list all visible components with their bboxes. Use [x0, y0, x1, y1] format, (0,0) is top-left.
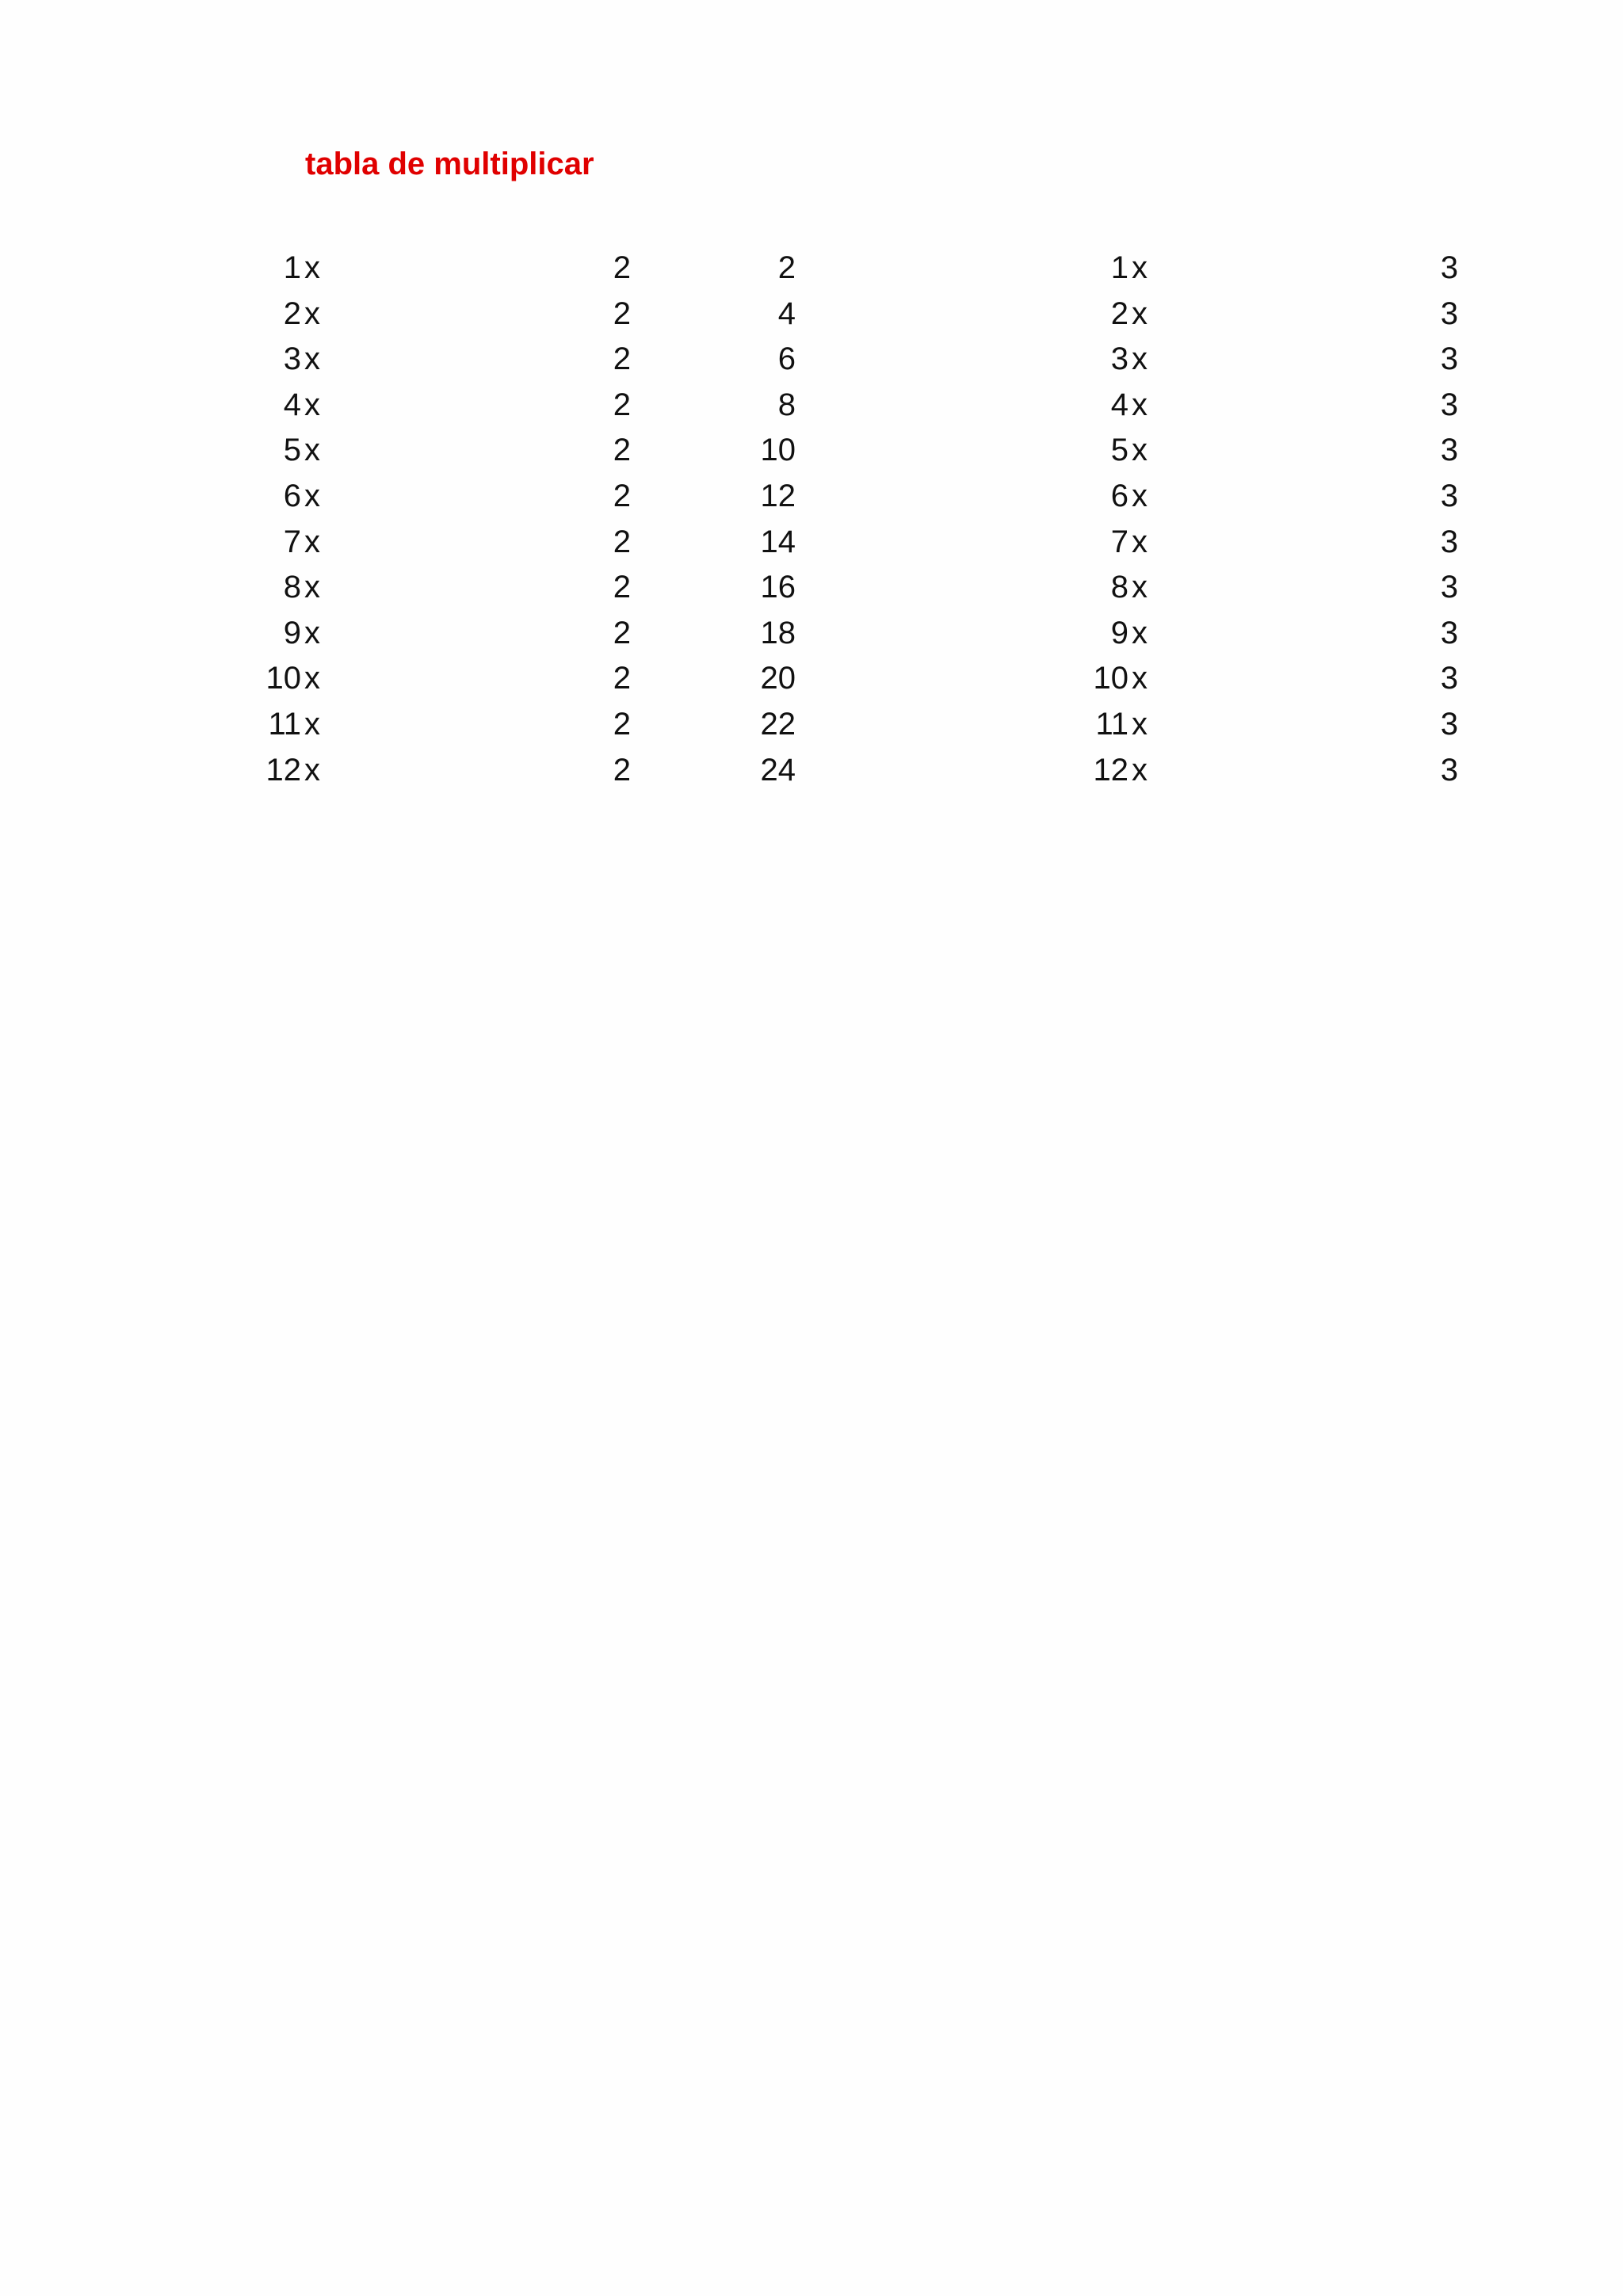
multiplier-left: 4: [283, 387, 301, 422]
multiplier-right: 8: [1110, 570, 1128, 605]
table-row: [0, 383, 1623, 429]
factor-left: 2: [613, 387, 631, 422]
factor-left: 2: [613, 296, 631, 331]
multiplier-right: 7: [1110, 524, 1128, 559]
times-sign-right: x: [1132, 341, 1148, 377]
factor-left: 2: [613, 706, 631, 742]
multiplier-right: 9: [1110, 615, 1128, 650]
multiplier-right: 6: [1110, 478, 1128, 513]
multiplication-table: [0, 246, 1623, 793]
table-row: [0, 565, 1623, 611]
times-sign-right: x: [1132, 433, 1148, 468]
times-sign-left: x: [304, 433, 320, 468]
times-sign-right: x: [1132, 706, 1148, 742]
multiplier-left: 10: [265, 661, 301, 696]
multiplier-left: 12: [265, 752, 301, 788]
times-sign-left: x: [304, 661, 320, 696]
product-left: 12: [760, 478, 796, 513]
product-left: 4: [777, 296, 796, 331]
table-row: [0, 292, 1623, 338]
product-left: 2: [777, 250, 796, 285]
times-sign-left: x: [304, 615, 320, 650]
times-sign-left: x: [304, 570, 320, 605]
times-sign-left: x: [304, 752, 320, 788]
multiplier-left: 6: [283, 478, 301, 513]
times-sign-left: x: [304, 478, 320, 513]
times-sign-right: x: [1132, 752, 1148, 788]
multiplier-left: 1: [283, 250, 301, 285]
table-row: [0, 246, 1623, 292]
times-sign-right: x: [1132, 250, 1148, 285]
times-sign-right: x: [1132, 296, 1148, 331]
multiplier-right: 1: [1110, 250, 1128, 285]
table-row: [0, 428, 1623, 474]
multiplier-left: 3: [283, 341, 301, 377]
product-left: 10: [760, 433, 796, 468]
factor-right: 3: [1440, 524, 1458, 559]
table-row: [0, 520, 1623, 566]
multiplier-right: 2: [1110, 296, 1128, 331]
product-left: 18: [760, 615, 796, 650]
factor-right: 3: [1440, 615, 1458, 650]
times-sign-left: x: [304, 387, 320, 422]
table-row: [0, 748, 1623, 794]
table-row: [0, 656, 1623, 702]
table-row: [0, 474, 1623, 520]
times-sign-right: x: [1132, 524, 1148, 559]
factor-left: 2: [613, 661, 631, 696]
factor-right: 3: [1440, 296, 1458, 331]
times-sign-right: x: [1132, 387, 1148, 422]
product-left: 20: [760, 661, 796, 696]
factor-left: 2: [613, 478, 631, 513]
multiplier-left: 7: [283, 524, 301, 559]
factor-right: 3: [1440, 341, 1458, 377]
factor-right: 3: [1440, 387, 1458, 422]
times-sign-right: x: [1132, 478, 1148, 513]
factor-left: 2: [613, 752, 631, 788]
table-row: [0, 702, 1623, 748]
times-sign-right: x: [1132, 661, 1148, 696]
product-left: 16: [760, 570, 796, 605]
multiplier-left: 8: [283, 570, 301, 605]
factor-left: 2: [613, 433, 631, 468]
multiplier-right: 10: [1093, 661, 1128, 696]
multiplier-left: 5: [283, 433, 301, 468]
factor-right: 3: [1440, 706, 1458, 742]
factor-right: 3: [1440, 250, 1458, 285]
times-sign-left: x: [304, 341, 320, 377]
times-sign-left: x: [304, 524, 320, 559]
multiplier-right: 12: [1093, 752, 1128, 788]
factor-right: 3: [1440, 433, 1458, 468]
times-sign-left: x: [304, 706, 320, 742]
factor-right: 3: [1440, 478, 1458, 513]
table-row: [0, 337, 1623, 383]
factor-left: 2: [613, 615, 631, 650]
product-left: 8: [777, 387, 796, 422]
multiplier-right: 11: [1095, 706, 1128, 742]
factor-left: 2: [613, 250, 631, 285]
table-row: [0, 611, 1623, 657]
multiplier-left: 2: [283, 296, 301, 331]
factor-right: 3: [1440, 570, 1458, 605]
factor-right: 3: [1440, 752, 1458, 788]
multiplier-left: 9: [283, 615, 301, 650]
factor-left: 2: [613, 524, 631, 559]
page-title: tabla de multiplicar: [305, 147, 594, 181]
times-sign-right: x: [1132, 615, 1148, 650]
product-left: 22: [760, 706, 796, 742]
factor-left: 2: [613, 570, 631, 605]
factor-right: 3: [1440, 661, 1458, 696]
times-sign-left: x: [304, 296, 320, 331]
times-sign-right: x: [1132, 570, 1148, 605]
product-left: 6: [777, 341, 796, 377]
multiplier-right: 4: [1110, 387, 1128, 422]
product-left: 24: [760, 752, 796, 788]
product-left: 14: [760, 524, 796, 559]
times-sign-left: x: [304, 250, 320, 285]
factor-left: 2: [613, 341, 631, 377]
multiplier-right: 3: [1110, 341, 1128, 377]
multiplier-left: 11: [268, 706, 301, 742]
multiplier-right: 5: [1110, 433, 1128, 468]
